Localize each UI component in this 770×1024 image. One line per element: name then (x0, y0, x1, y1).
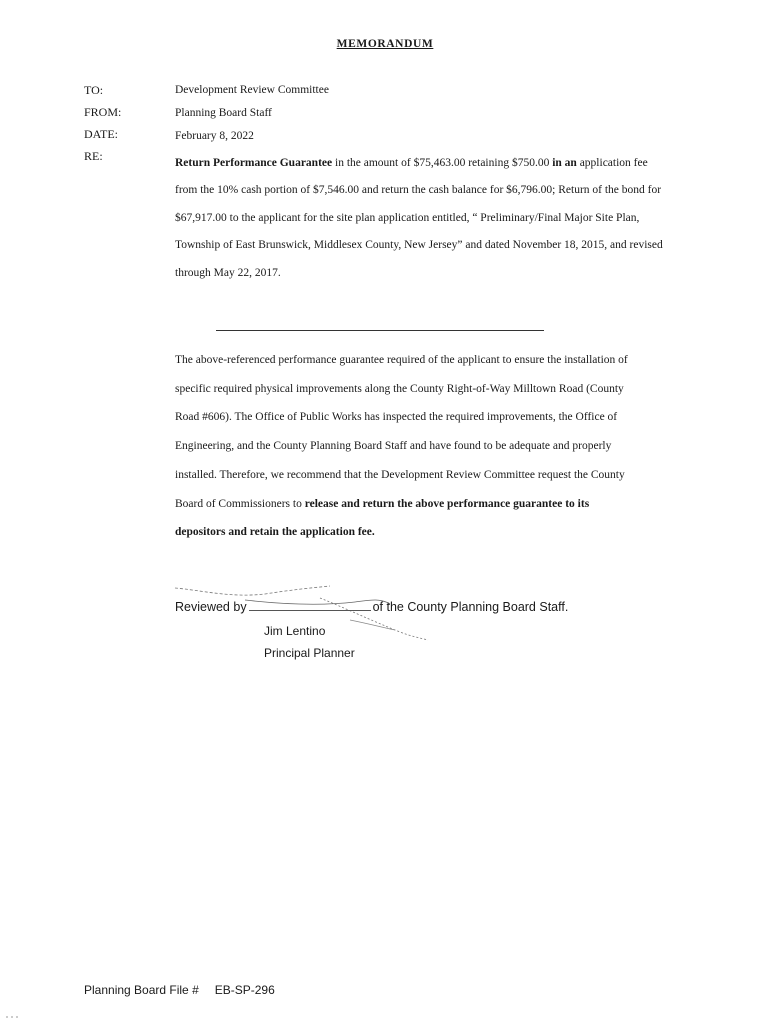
reviewed-by-text: Reviewed by (175, 600, 247, 614)
re-text-1: in the amount of $75,463.00 retaining $750.00 (332, 157, 553, 169)
body-text: The above-referenced performance guarantee required of the applicant to ensure the installation of specific required physical improvements along the County Right-of-Way Milltown Road (County Road #606). The Office of Public Works has inspected the required improvements, the Office of Engineering, and the County Planning Board Staff and have found to be adequate and properly installed. Therefore, we recommend that the Development Review Committee request the County Board of Commissioners to (175, 354, 628, 510)
re-subject (175, 150, 665, 287)
re-label: RE: (84, 149, 103, 163)
re-bold-mid: in an (552, 157, 577, 169)
footer-file-label: Planning Board File # (84, 983, 199, 997)
reviewed-by-line (175, 600, 568, 614)
from-value: Planning Board Staff (175, 107, 272, 119)
section-divider (216, 330, 544, 331)
footer (84, 983, 275, 997)
signature-blank (249, 600, 371, 611)
to-label: TO: (84, 83, 104, 97)
memo-body (175, 346, 635, 547)
signer-name: Jim Lentino (264, 624, 326, 638)
signature-scribble (170, 580, 440, 650)
of-staff-text: of the County Planning Board Staff. (372, 600, 569, 614)
scan-artifact (6, 1015, 46, 1019)
memo-title: MEMORANDUM (336, 38, 434, 50)
re-text-2: application fee from the 10% cash portion of $7,546.00 and return the cash balance for $6,796.00; Return of the bond for $67,917.00 to the applicant for the site plan application entitled, “ Preliminary/Final Major Site Plan, Township of East Brunswick, Middlesex County, New Jersey” and dated November 18, 2015, and revised through May 22, 2017. (175, 157, 663, 279)
date-value: February 8, 2022 (175, 130, 254, 142)
from-label: FROM: (84, 105, 122, 119)
footer-file-number: EB-SP-296 (214, 983, 275, 997)
date-label: DATE: (84, 127, 118, 141)
to-value: Development Review Committee (175, 84, 329, 96)
body-bold-end: release and return the above performance guarantee to its depositors and retain the application fee. (175, 497, 590, 539)
re-bold-lead: Return Performance Guarantee (175, 157, 333, 169)
signer-title: Principal Planner (264, 646, 355, 660)
